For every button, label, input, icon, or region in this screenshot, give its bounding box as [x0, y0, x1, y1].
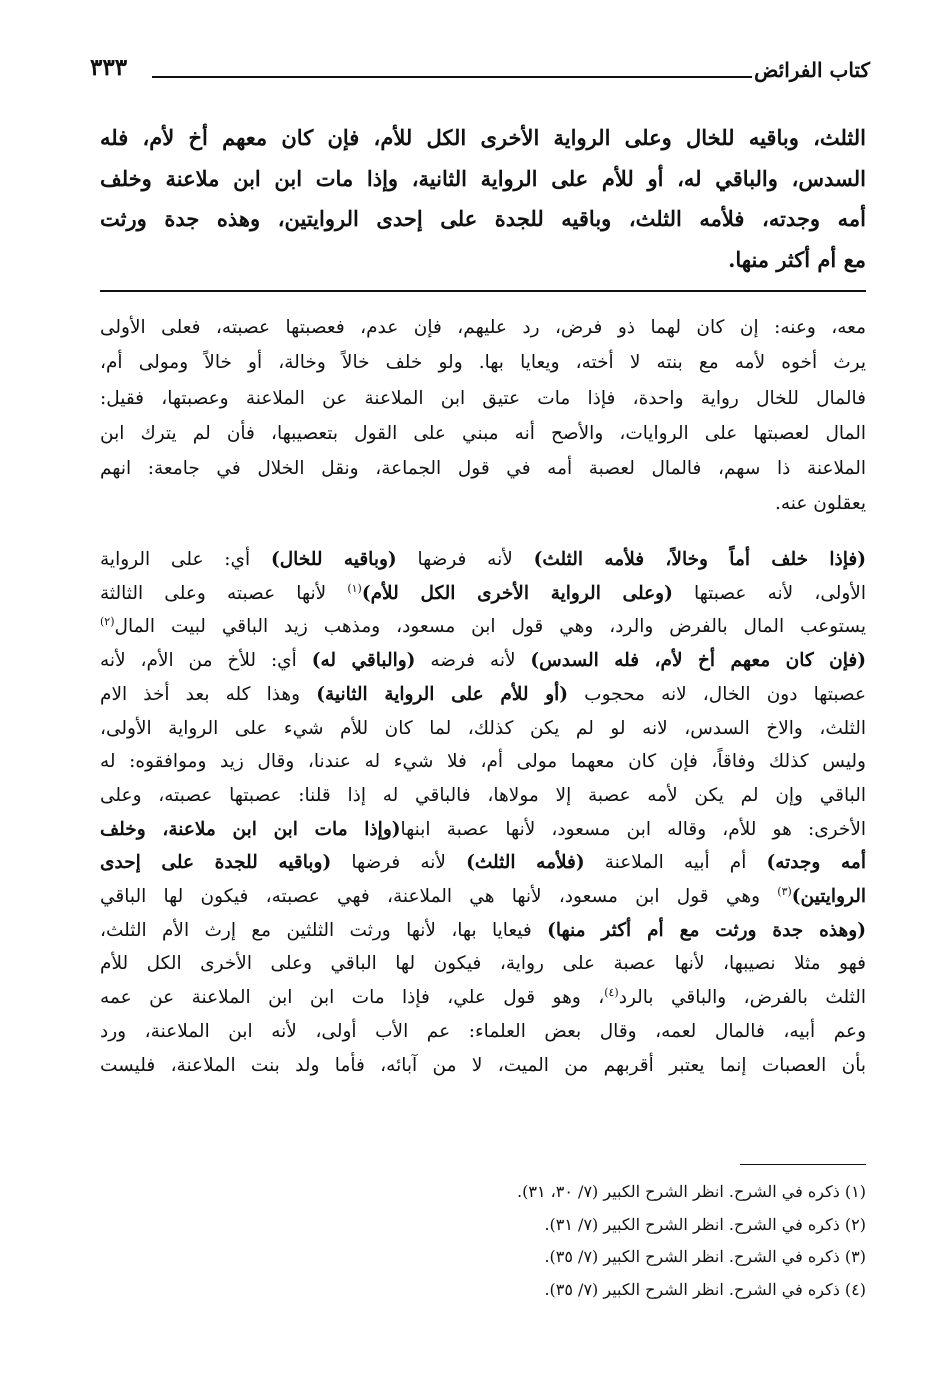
commentary-text: يستوعب المال بالفرض والرد، وهي قول ابن مسعود، ومذهب زيد الباقي لبيت المال [114, 616, 866, 638]
footnotes [400, 1176, 866, 1306]
commentary-line: بأن العصبات إنما يعتبر أقربهم من الميت، لا من آبائه، فأما ولد بنت الملاعنة، فليست [100, 1054, 866, 1076]
matn-line: السدس، والباقي له، أو للأم على الرواية الثانية، وإذا مات ابن ابن ملاعنة وخلف [100, 165, 866, 191]
commentary-text: أي: على الرواية [100, 549, 271, 570]
matn-line: الثلث، وباقيه للخال وعلى الرواية الأخرى الكل للأم، فإن كان معهم أخ لأم، فله [100, 125, 866, 150]
chapter-title: كتاب الفرائض [754, 58, 870, 82]
quoted-matn: أمه وجدته) [766, 852, 866, 874]
quoted-matn: الروايتين) [791, 886, 866, 908]
commentary-text: لأنها عصبته وعلى الثالثة [100, 582, 348, 604]
footnote-rule [740, 1164, 866, 1165]
matn-line: أمه وجدته، فلأمه الثلث، وباقيه للجدة على إحدى الروايتين، وهذه جدة ورثت [100, 206, 866, 231]
commentary-line [100, 981, 866, 1015]
quoted-matn: (وباقيه للجدة على إحدى [100, 852, 332, 874]
footnote: (٢) ذكره في الشرح. انظر الشرح الكبير (٧/ ٣١). [544, 1214, 866, 1234]
commentary-text: فيعايا بها، لأنها ورثت الثلثين مع إرث الأم الثلث، [100, 919, 548, 941]
commentary-text: الثلث بالفرض، والباقي بالرد [618, 987, 866, 1009]
quoted-matn: (فلأمه الثلث) [466, 852, 585, 874]
commentary-line [100, 678, 866, 712]
commentary-line [100, 610, 866, 644]
commentary-line: فهو مثلا نصيبها، لأنها عصبة على رواية، فيكون لها الباقي وعلى الأخرى الكل للأم [100, 953, 866, 975]
quoted-matn: (فإن كان معهم أخ لأم، فله السدس) [530, 650, 866, 672]
quoted-matn: (وهذه جدة ورثت مع أم أكثر منها) [547, 919, 866, 941]
commentary-line: الثلث، والاخ السدس، لانه لو لم يكن كذلك، لما كان للأم شيء على الرواية الأولى، [100, 717, 866, 739]
section-divider [100, 290, 866, 292]
commentary-line: معه، وعنه: إن كان لهما ذو فرض، رد عليهم، فإن عدم، فعصبتها عصبته، فعلى الأولى [100, 317, 866, 338]
commentary-line [100, 846, 866, 880]
commentary-line: الباقي وإن لم يكن لأمه عصبة إلا مولاها، فالباقي له إذا قلنا: عصبتها عصبته، وعلى [100, 784, 866, 806]
commentary-line [100, 914, 866, 948]
commentary-line [100, 543, 866, 577]
quoted-matn: (وباقيه للخال) [270, 549, 397, 570]
commentary-text: أي: للأخ من الأم، لأنه [100, 650, 312, 672]
header-rule [152, 76, 752, 78]
footnote-marker: (٤) [604, 985, 619, 999]
matn-text [100, 118, 866, 280]
footnote: (١) ذكره في الشرح. انظر الشرح الكبير (٧/ ٣٠، ٣١). [517, 1182, 866, 1201]
page-header [90, 52, 870, 88]
footnote: (٣) ذكره في الشرح. انظر الشرح الكبير (٧/ ٣٥). [544, 1247, 866, 1266]
commentary-line [100, 644, 866, 678]
quoted-matn: (أو للأم على الرواية الثانية) [316, 683, 569, 705]
footnote-marker: (١) [347, 581, 362, 595]
commentary-line: وليس كذلك وفاقاً، فإن كان معهما مولى أم، فلا شيء له عندنا، وقال زيد وموافقوه: له [100, 751, 866, 773]
commentary-intro [100, 310, 866, 522]
footnote-marker: (٣) [777, 884, 792, 898]
commentary-line: الملاعنة ذا سهم، فالمال لعصبة أمه في قول الجماعة، ونقل الخلال في جامعة: انهم [100, 458, 866, 480]
commentary-text: لأنه فرضها [396, 549, 534, 570]
commentary-line: يرث أخوه لأمه مع بنته لا أخته، ويعايا بها. ولو خلف خالاً وخالة، أو خالاً ومولى أم، [100, 352, 866, 374]
commentary-line [100, 880, 866, 914]
quoted-matn: (وعلى الرواية الأخرى الكل للأم) [361, 582, 673, 604]
quoted-matn: (فإذا خلف أماً وخالاً، فلأمه الثلث) [533, 549, 866, 570]
commentary-text: ، وهو قول علي، فإذا مات ابن ابن الملاعنة عن عمه [100, 987, 605, 1009]
commentary-text: وهذا كله بعد أخذ الام [100, 683, 317, 705]
matn-line: مع أم أكثر منها. [728, 246, 866, 272]
commentary-text: أم أبيه الملاعنة [584, 852, 767, 874]
quoted-matn: (وإذا مات ابن ابن ملاعنة، وخلف [100, 818, 401, 840]
commentary-text: الأخرى: هو للأم، وقاله ابن مسعود، لأنها عصبة ابنها [400, 818, 866, 840]
commentary-text: الأولى، لأنه عصبتها [672, 582, 866, 604]
commentary-line: وعم أبيه، فالمال لعمه، وقال بعض العلماء: عم الأب أولى، لأنه ابن الملاعنة، ورد [100, 1020, 866, 1042]
commentary-line [100, 813, 866, 847]
page-number: ٣٣٣ [90, 54, 128, 81]
footnote-marker: (٢) [100, 615, 115, 629]
commentary-text: عصبتها دون الخال، لانه محجوب [568, 683, 866, 705]
footnote: (٤) ذكره في الشرح. انظر الشرح الكبير (٧/ ٣٥). [544, 1279, 866, 1299]
commentary-text: وهي قول ابن مسعود، لأنها هي الملاعنة، فهي عصبته، فيكون لها الباقي [100, 886, 778, 908]
commentary-main [100, 543, 866, 1082]
quoted-matn: (والباقي له) [311, 650, 416, 672]
commentary-line: فالمال للخال رواية واحدة، فإذا مات عتيق ابن الملاعنة عن الملاعنة وعصبتها، فقيل: [100, 387, 866, 409]
commentary-line: يعقلون عنه. [774, 493, 866, 515]
commentary-text: لأنه فرضه [415, 650, 531, 672]
commentary-line: المال لعصبتها على الروايات، والأصح أنه مبني على القول بتعصيبها، فأن لم يترك ابن [100, 422, 866, 444]
commentary-text: لأنه فرضها [331, 852, 467, 874]
commentary-line [100, 577, 866, 611]
